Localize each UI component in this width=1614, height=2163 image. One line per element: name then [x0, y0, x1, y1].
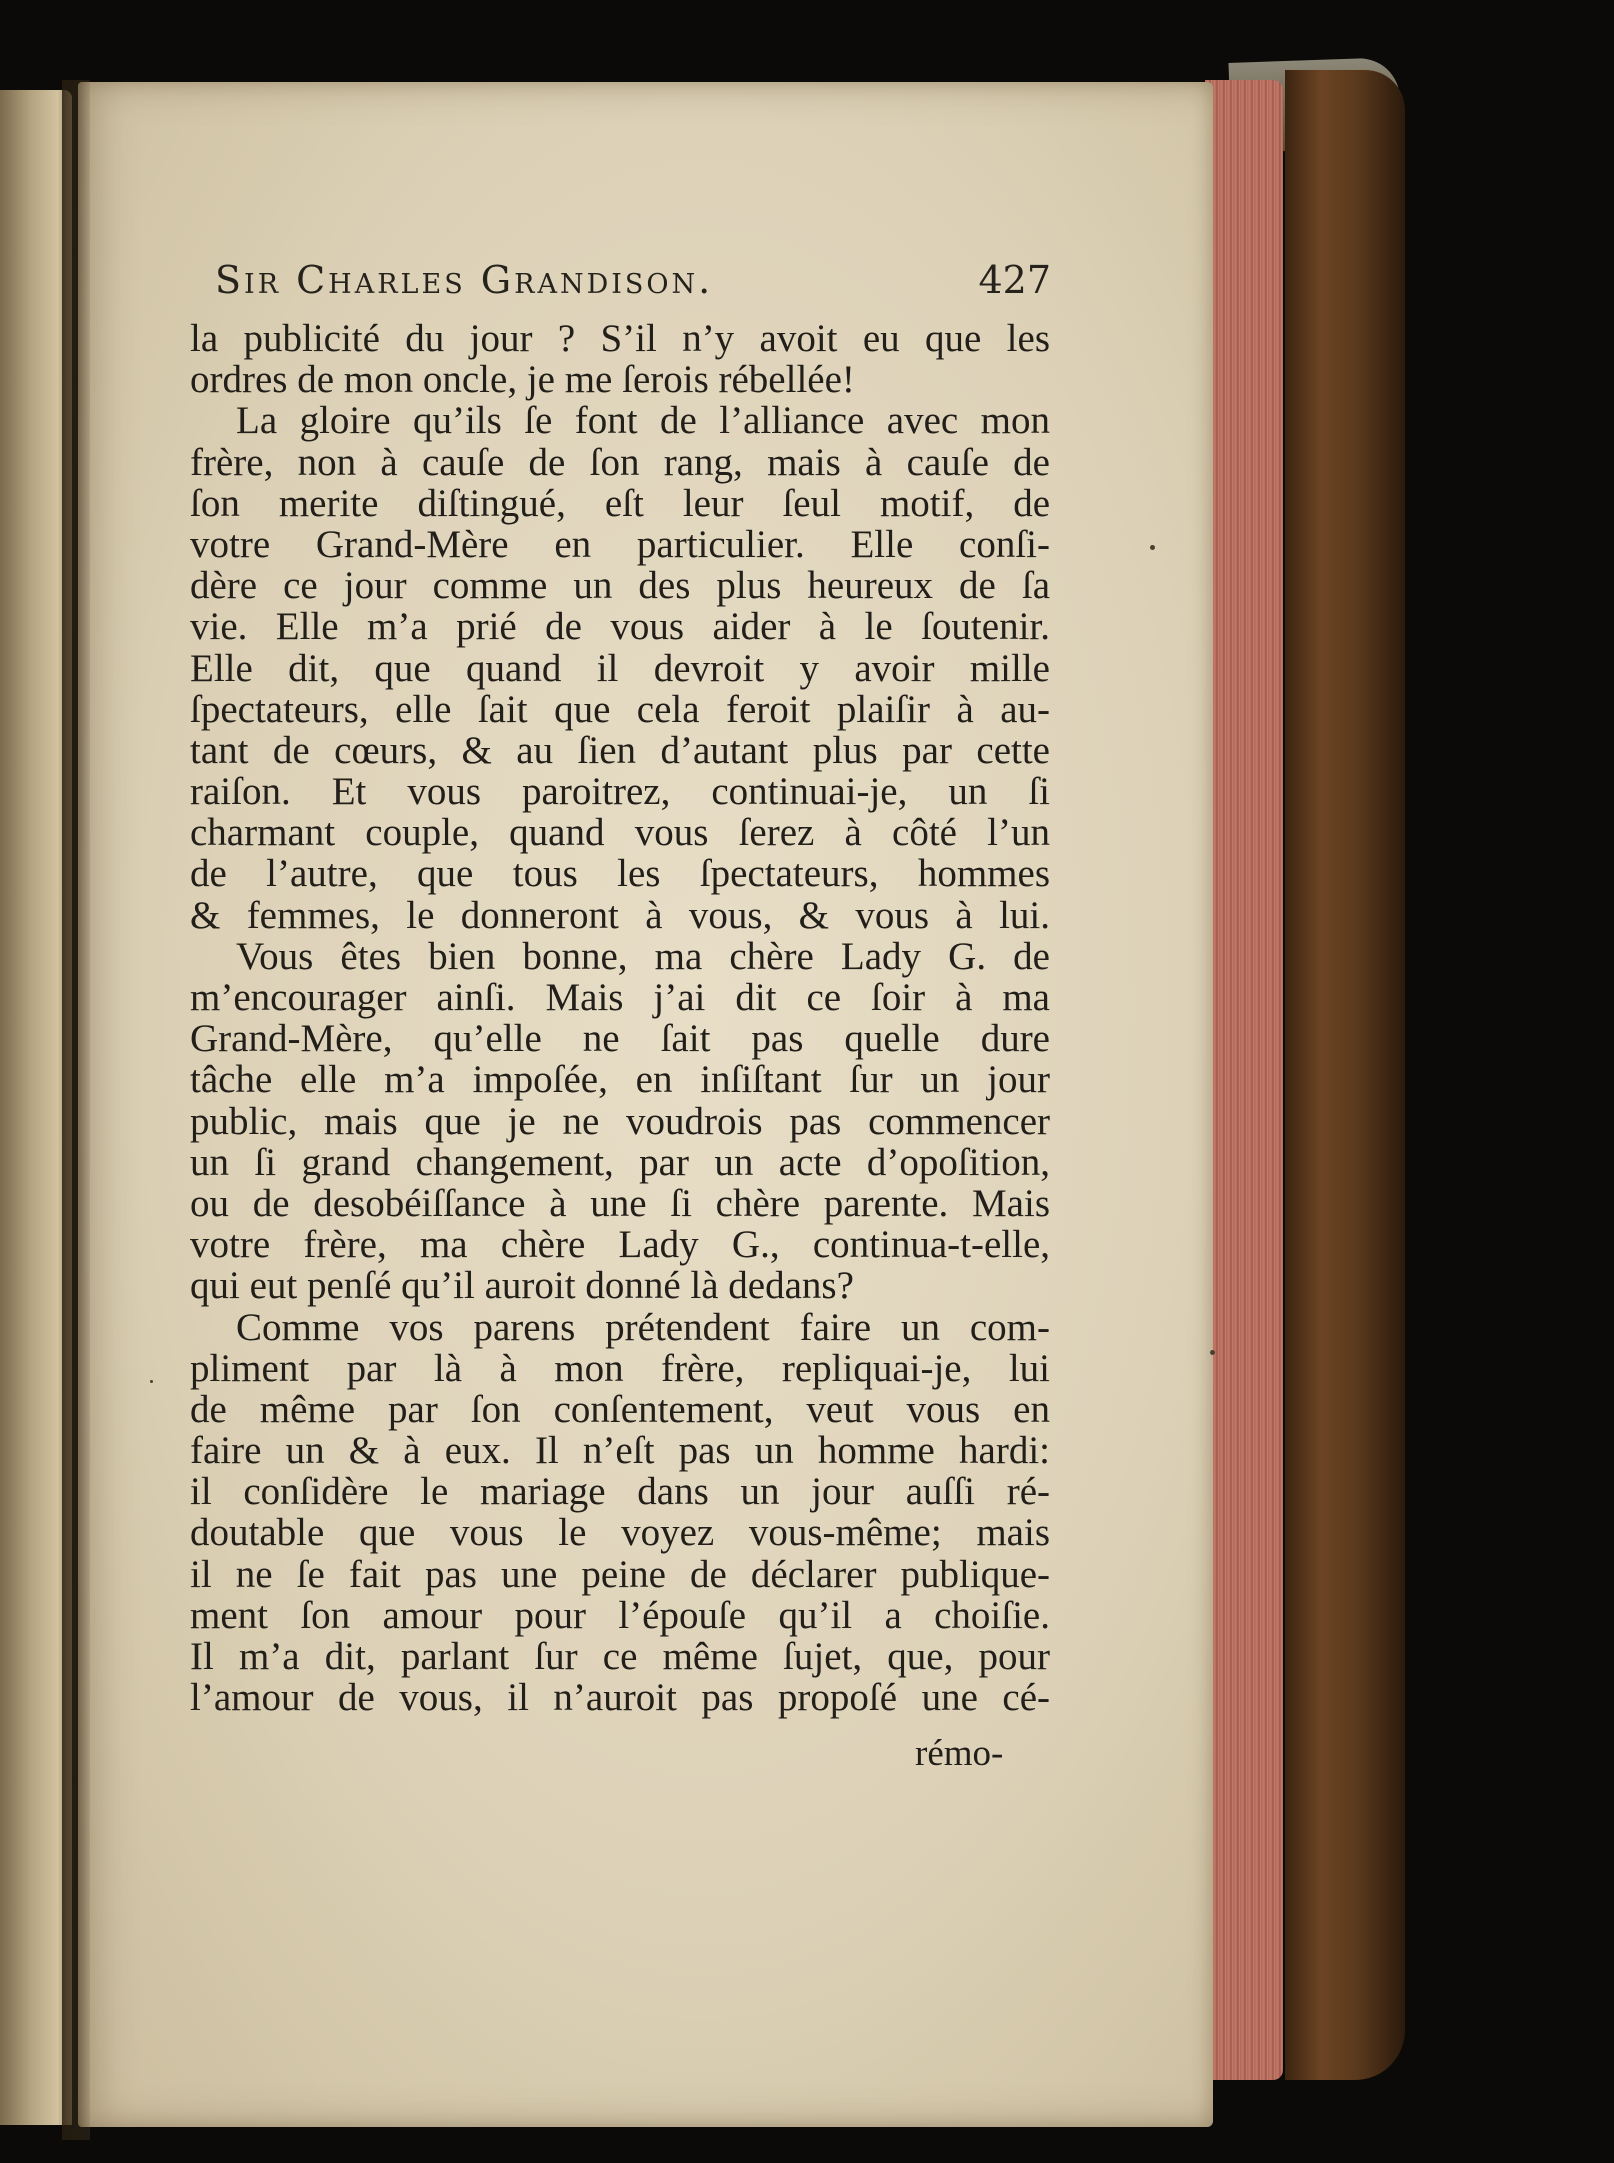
text-line: doutable que vous le voyez vous-même; mais	[190, 1511, 1050, 1555]
text-line: m’encourager ainſi. Mais j’ai dit ce ſoir à ma	[190, 976, 1050, 1019]
text-line: frère, non à cauſe de ſon rang, mais à cauſe de	[190, 440, 1050, 484]
text-line: Elle dit, que quand il devroit y avoir mille	[190, 646, 1050, 690]
red-page-edges	[1205, 80, 1283, 2080]
text-line: Grand-Mère, qu’elle ne ſait pas quelle dure	[190, 1017, 1050, 1061]
running-title: Sir Charles Grandison.	[215, 258, 714, 302]
text-line: dère ce jour comme un des plus heureux de ſa	[190, 564, 1050, 608]
catchword: rémo-	[915, 1733, 1004, 1774]
text-line: ou de desobéiſſance à une ſi chère parente. Mais	[190, 1181, 1050, 1225]
text-line: ſpectateurs, elle ſait que cela feroit plaiſir à au-	[190, 687, 1050, 731]
text-line: il conſidère le mariage dans un jour auſſi ré-	[190, 1470, 1050, 1514]
text-line: faire un & à eux. Il n’eſt pas un homme hardi:	[190, 1429, 1050, 1473]
book-cover-edge	[1285, 70, 1405, 2080]
running-header	[215, 258, 1095, 308]
text-line: ordres de mon oncle, je me ſerois rébellée!	[190, 358, 855, 402]
text-line: qui eut penſé qu’il auroit donné là dedans?	[190, 1264, 854, 1308]
text-line: public, mais que je ne voudrois pas commencer	[190, 1099, 1050, 1143]
book-gutter	[62, 80, 90, 2140]
text-line: ment ſon amour pour l’épouſe qu’il a choiſie.	[190, 1593, 1050, 1637]
text-line: La gloire qu’ils ſe font de l’alliance avec mon	[236, 399, 1050, 443]
paper-speck	[150, 1380, 153, 1383]
text-line: la publicité du jour ? S’il n’y avoit eu que les	[190, 317, 1050, 360]
text-line: Il m’a dit, parlant ſur ce même ſujet, que, pour	[190, 1635, 1050, 1678]
text-line: de l’autre, que tous les ſpectateurs, hommes	[190, 852, 1050, 896]
text-line: tant de cœurs, & au ſien d’autant plus par cette	[190, 728, 1050, 772]
text-line: un ſi grand changement, par un acte d’opoſition,	[190, 1140, 1050, 1184]
text-line: Vous êtes bien bonne, ma chère Lady G. de	[236, 934, 1050, 978]
text-line: ſon merite diſtingué, eſt leur ſeul motif, de	[190, 481, 1050, 525]
body-text	[190, 318, 1050, 1718]
text-line: pliment par là à mon frère, repliquai-je, lui	[190, 1346, 1050, 1390]
text-line: charmant couple, quand vous ſerez à côté l’un	[190, 811, 1050, 855]
text-line: il ne ſe fait pas une peine de déclarer publique-	[190, 1552, 1050, 1596]
text-line: vie. Elle m’a prié de vous aider à le ſoutenir.	[190, 605, 1050, 649]
paper-speck	[1150, 545, 1155, 550]
text-line: votre Grand-Mère en particulier. Elle conſi-	[190, 522, 1050, 566]
text-line: de même par ſon conſentement, veut vous en	[190, 1387, 1050, 1431]
text-line: raiſon. Et vous paroitrez, continuai-je, un ſi	[190, 770, 1050, 814]
text-line: Comme vos parens prétendent faire un com-	[236, 1305, 1050, 1349]
page-number: 427	[978, 258, 1051, 302]
text-line: votre frère, ma chère Lady G., continua-t-elle,	[190, 1223, 1050, 1267]
text-line: & femmes, le donneront à vous, & vous à lui.	[190, 893, 1050, 937]
text-line: tâche elle m’a impoſée, en inſiſtant ſur un jour	[190, 1058, 1050, 1102]
text-line: l’amour de vous, il n’auroit pas propoſé une cé-	[190, 1676, 1050, 1720]
paper-speck	[1210, 1350, 1215, 1355]
